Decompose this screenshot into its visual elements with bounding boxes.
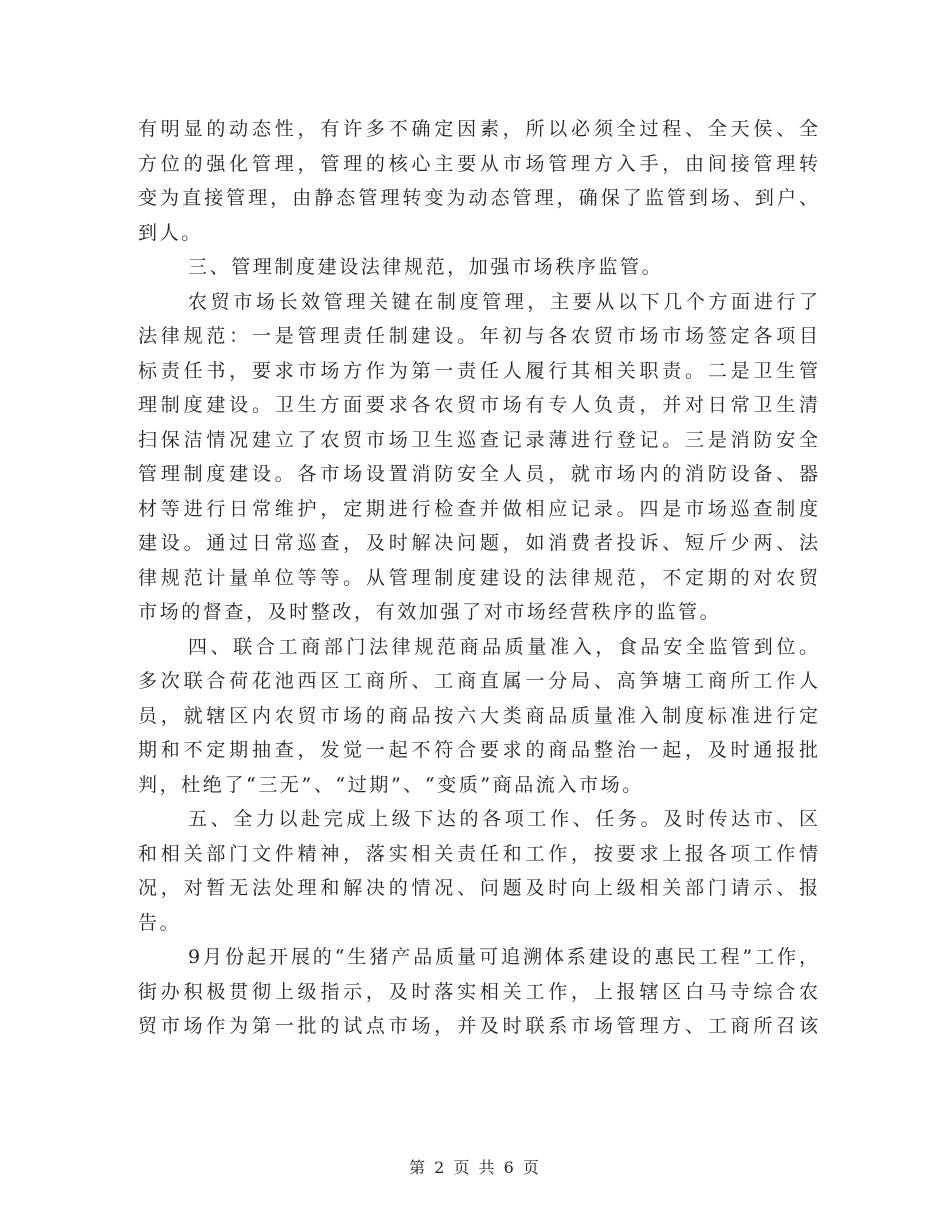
text-line: 变为直接管理，由静态管理转变为动态管理，确保了监管到场、到户、 [138, 187, 818, 209]
text-line: 和相关部门文件精神，落实相关责任和工作，按要求上报各项工作情 [138, 842, 818, 865]
section-heading: 五、全力以赴完成上级下达的各项工作、任务。及时传达市、区 [188, 808, 818, 830]
text-line: 扫保洁情况建立了农贸市场卫生巡查记录薄进行登记。三是消防安全 [138, 428, 818, 451]
text-line: 理制度建设。卫生方面要求各农贸市场有专人负责，并对日常卫生清 [138, 394, 818, 416]
text-line: 到人。 [138, 221, 203, 244]
text-line: 况，对暂无法处理和解决的情况、问题及时向上级相关部门请示、报 [138, 877, 818, 899]
text-line: 贸市场作为第一批的试点市场，并及时联系市场管理方、工商所召该 [138, 1015, 818, 1037]
text-line: 判，杜绝了“三无”、“过期”、“变质”商品流入市场。 [138, 773, 644, 796]
section-heading: 四、联合工商部门法律规范商品质量准入，食品安全监管到位。 [188, 635, 818, 658]
text-line: 有明显的动态性，有许多不确定因素，所以必须全过程、全天侯、全 [138, 118, 818, 140]
section-heading: 三、管理制度建设法律规范，加强市场秩序监管。 [188, 256, 664, 278]
page-number-footer: 第 2 页 共 6 页 [409, 1158, 541, 1177]
text-line: 法律规范：一是管理责任制建设。年初与各农贸市场市场签定各项目 [138, 325, 818, 347]
text-line: 材等进行日常维护，定期进行检查并做相应记录。四是市场巡查制度 [138, 497, 818, 520]
text-line: 建设。通过日常巡查，及时解决问题，如消费者投诉、短斤少两、法 [138, 532, 818, 554]
text-line: 管理制度建设。各市场设置消防安全人员，就市场内的消防设备、器 [138, 463, 818, 485]
text-line: 期和不定期抽查，发觉一起不符合要求的商品整治一起，及时通报批 [138, 739, 818, 761]
text-line: 街办积极贯彻上级指示，及时落实相关工作，上报辖区白马寺综合农 [138, 980, 818, 1003]
text-line: 律规范计量单位等等。从管理制度建设的法律规范，不定期的对农贸 [138, 566, 818, 589]
text-line: 方位的强化管理，管理的核心主要从市场管理方入手，由间接管理转 [138, 152, 818, 175]
text-line: 告。 [138, 911, 182, 934]
document-body [138, 112, 818, 1044]
text-line: 员，就辖区内农贸市场的商品按六大类商品质量准入制度标准进行定 [138, 704, 818, 727]
text-line: 多次联合荷花池西区工商所、工商直属一分局、高笋塘工商所工作人 [138, 670, 818, 692]
text-line: 农贸市场长效管理关键在制度管理，主要从以下几个方面进行了 [188, 290, 818, 313]
text-line: 市场的督查，及时整改，有效加强了对市场经营秩序的监管。 [138, 601, 722, 623]
text-line: 标责任书，要求市场方作为第一责任人履行其相关职责。二是卫生管 [138, 359, 818, 382]
text-line: 9月份起开展的“生猪产品质量可追溯体系建设的惠民工程”工作， [188, 946, 818, 968]
